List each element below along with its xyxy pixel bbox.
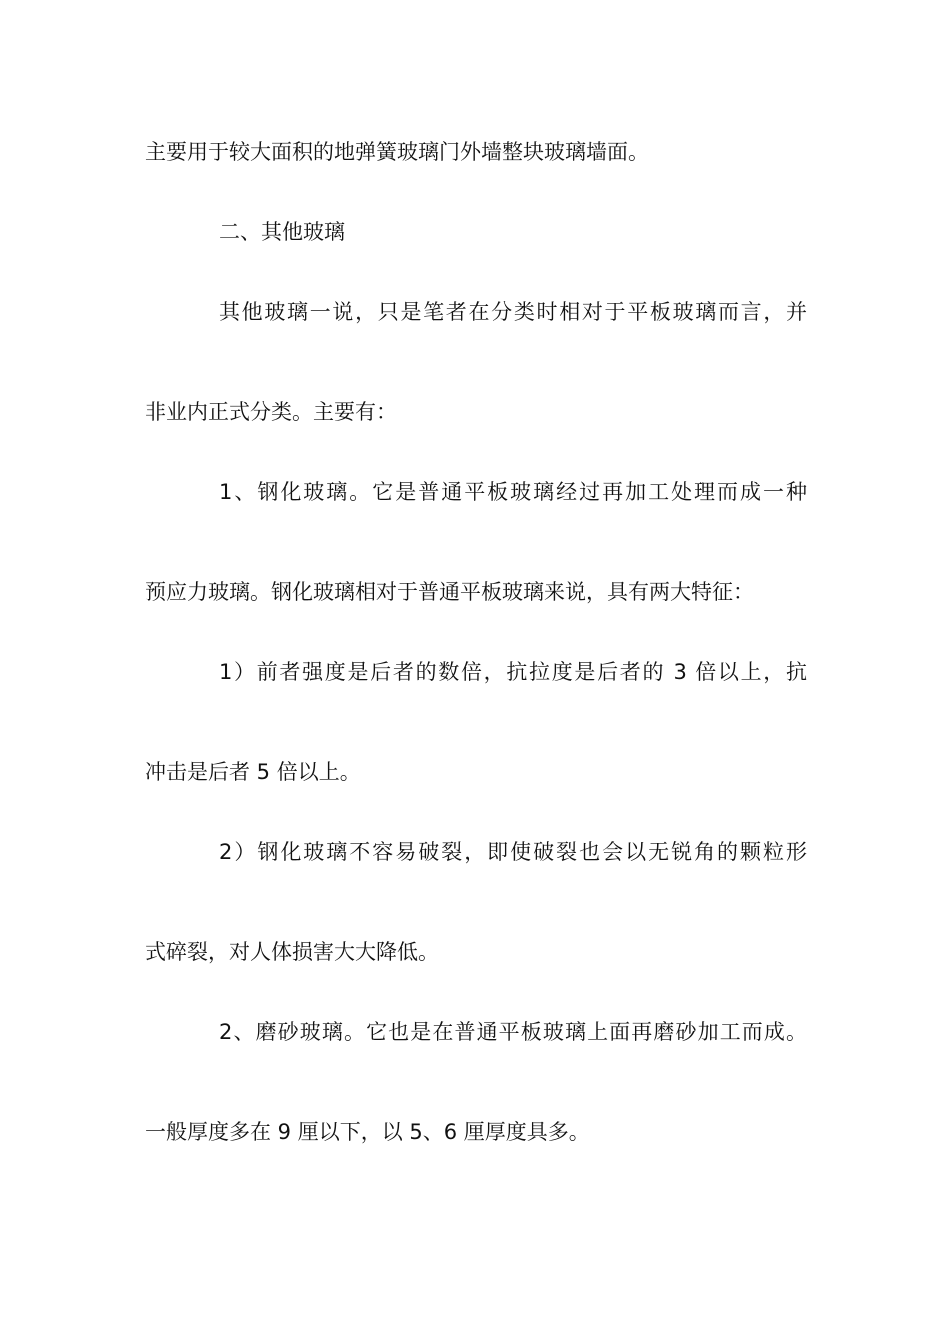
paragraph-line: 式碎裂，对人体损害大大降低。 — [145, 940, 439, 964]
list-item: 2、磨砂玻璃。它也是在普通平板玻璃上面再磨砂加工而成。 — [219, 1020, 807, 1044]
paragraph-line: 一般厚度多在 9 厘以下，以 5、6 厘厚度具多。 — [145, 1120, 590, 1144]
list-item: 1、钢化玻璃。它是普通平板玻璃经过再加工处理而成一种 — [219, 480, 807, 504]
section-heading: 二、其他玻璃 — [219, 220, 345, 244]
paragraph-line: 其他玻璃一说，只是笔者在分类时相对于平板玻璃而言，并 — [219, 300, 807, 324]
list-item: 1）前者强度是后者的数倍，抗拉度是后者的 3 倍以上，抗 — [219, 660, 807, 684]
paragraph-line: 冲击是后者 5 倍以上。 — [145, 760, 361, 784]
list-item: 2）钢化玻璃不容易破裂，即使破裂也会以无锐角的颗粒形 — [219, 840, 807, 864]
paragraph-line: 非业内正式分类。主要有： — [145, 400, 397, 424]
paragraph-line: 主要用于较大面积的地弹簧玻璃门外墙整块玻璃墙面。 — [145, 140, 649, 164]
paragraph-line: 预应力玻璃。钢化玻璃相对于普通平板玻璃来说，具有两大特征： — [145, 580, 754, 604]
